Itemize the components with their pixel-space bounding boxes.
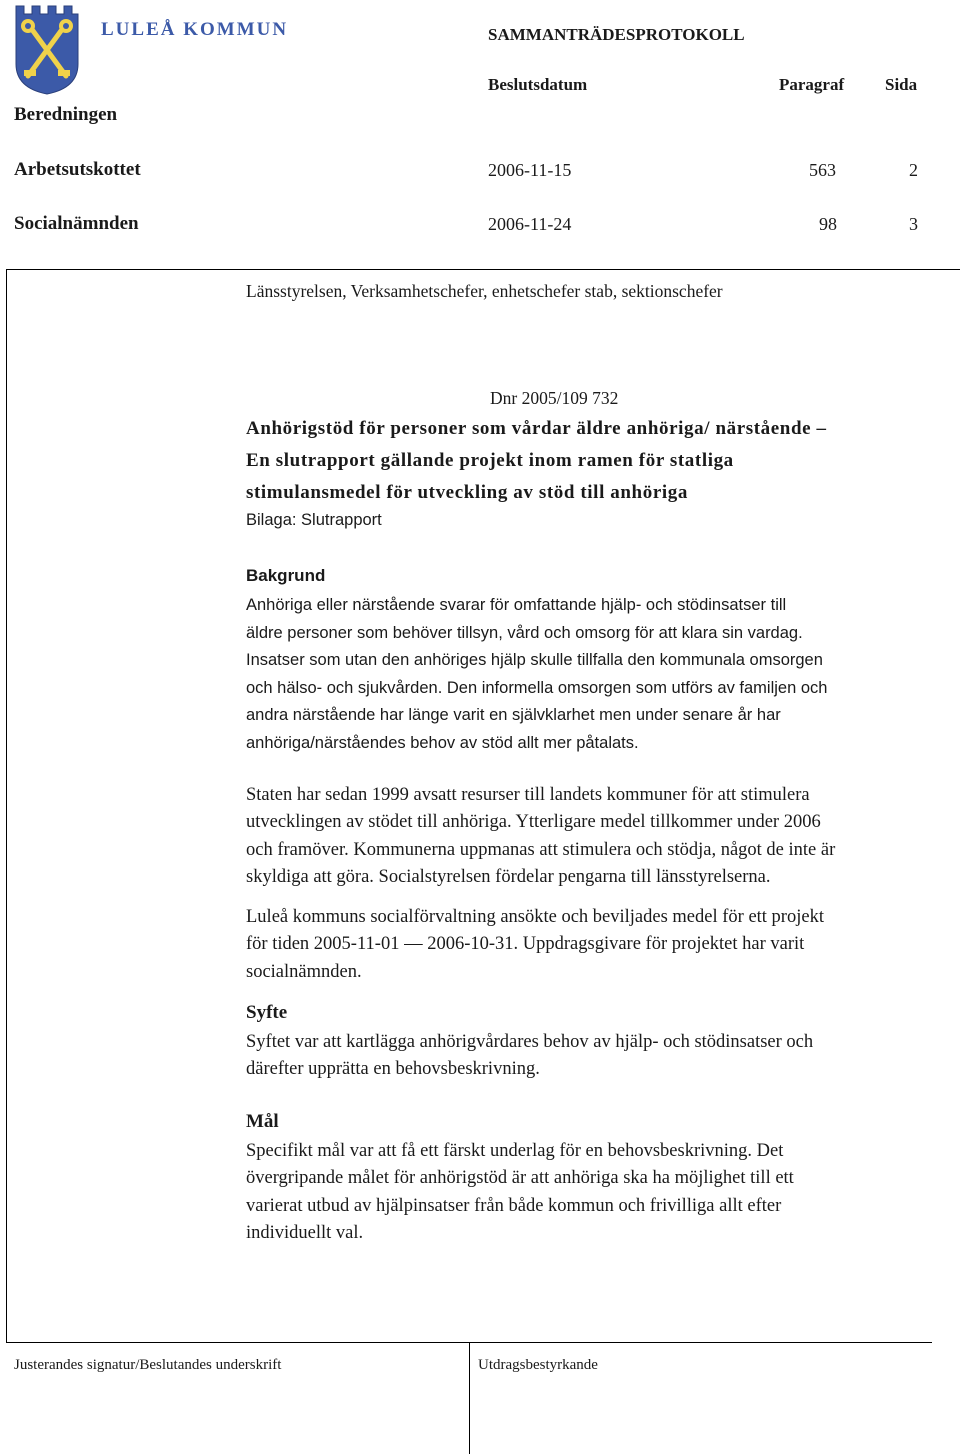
background-line-1: Anhöriga eller närstående svarar för omfattande hjälp- och stödinsatser till [246, 596, 787, 614]
paragraph-label: Paragraf [779, 75, 845, 94]
project-paragraph [246, 904, 960, 986]
background-paragraph [246, 592, 960, 757]
signature-divider [469, 1342, 470, 1454]
goal-line-4: individuellt val. [246, 1222, 364, 1243]
project-line-3: socialnämnden. [246, 961, 362, 982]
frame-top-border [6, 269, 960, 270]
decision-date-label: Beslutsdatum [488, 75, 588, 94]
case-title-line-2: En slutrapport gällande projekt inom ramen för statliga [246, 450, 734, 471]
purpose-paragraph [246, 1029, 960, 1084]
decision-date-row-2: 2006-11-15 [488, 160, 572, 180]
paragraph-row-2: 563 [809, 160, 836, 180]
decision-date-row-3: 2006-11-24 [488, 214, 572, 234]
state-line-2: utvecklingen av stödet till anhöriga. Ytterligare medel tillkommer under 2006 [246, 812, 821, 833]
background-line-5: andra närstående har länge varit en självklarhet men under senare år har [246, 706, 781, 724]
coat-of-arms-logo [14, 4, 80, 96]
page-label: Sida [885, 75, 918, 94]
background-line-4: och hälso- och sjukvården. Den informella omsorgen som utförs av familjen och [246, 678, 828, 697]
purpose-line-2: därefter upprätta en behovsbeskrivning. [246, 1059, 540, 1080]
background-line-3: Insatser som utan den anhöriges hjälp skulle tillfalla den kommunala omsorgen [246, 651, 823, 669]
project-line-2: för tiden 2005-11-01 — 2006-10-31. Uppdragsgivare för projektet har varit [246, 934, 805, 955]
goal-line-2: övergripande målet för anhörigstöd är att anhöriga ska ha möjlighet till ett [246, 1168, 794, 1189]
distribution-list: Länsstyrelsen, Verksamhetschefer, enhetschefer stab, sektionschefer [246, 281, 723, 301]
state-line-3: och framöver. Kommunerna uppmanas att stimulera och stödja, något de inte är [246, 839, 836, 860]
goal-line-1: Specifikt mål var att få ett färskt underlag för en behovsbeskrivning. Det [246, 1141, 784, 1161]
paragraph-row-3: 98 [819, 214, 837, 234]
goal-line-3: varierat utbud av hjälpinsatser från både kommun och frivilliga allt efter [246, 1195, 782, 1216]
state-line-4: skyldiga att göra. Socialstyrelsen fördelar pengarna till länsstyrelserna. [246, 866, 771, 887]
page-row-3: 3 [909, 214, 918, 234]
purpose-heading: Syfte [246, 1002, 288, 1023]
background-heading: Bakgrund [246, 566, 326, 585]
document-type: SAMMANTRÄDESPROTOKOLL [488, 25, 745, 44]
case-title-line-3: stimulansmedel för utveckling av stöd till anhöriga [246, 482, 688, 503]
certification-label: Utdragsbestyrkande [478, 1357, 598, 1373]
goal-heading: Mål [246, 1111, 279, 1132]
goal-paragraph [246, 1138, 960, 1247]
state-funding-paragraph [246, 782, 960, 891]
case-number: Dnr 2005/109 732 [490, 388, 619, 408]
municipality-name: LULEÅ KOMMUN [101, 19, 289, 40]
project-line-1: Luleå kommuns socialförvaltning ansökte och beviljades medel för ett projekt [246, 907, 824, 927]
crossed-keys-icon [14, 4, 80, 96]
purpose-line-1: Syftet var att kartlägga anhörigvårdares behov av hjälp- och stödinsatser och [246, 1032, 814, 1052]
background-line-6: anhöriga/närståendes behov av stöd allt mer påtalats. [246, 733, 639, 752]
frame-left-border [6, 269, 7, 1342]
body-name-row-1: Beredningen [14, 104, 118, 125]
attachment-note: Bilaga: Slutrapport [246, 511, 382, 529]
background-line-2: äldre personer som behöver tillsyn, vård och omsorg för att klara sin vardag. [246, 623, 803, 642]
body-name-row-3: Socialnämnden [14, 213, 139, 234]
state-line-1: Staten har sedan 1999 avsatt resurser till landets kommuner för att stimulera [246, 785, 810, 805]
signature-label: Justerandes signatur/Beslutandes underskrift [14, 1357, 282, 1373]
body-name-row-2: Arbetsutskottet [14, 159, 141, 180]
case-title-line-1: Anhörigstöd för personer som vårdar äldre anhöriga/ närstående – [246, 418, 827, 439]
page-row-2: 2 [909, 160, 918, 180]
